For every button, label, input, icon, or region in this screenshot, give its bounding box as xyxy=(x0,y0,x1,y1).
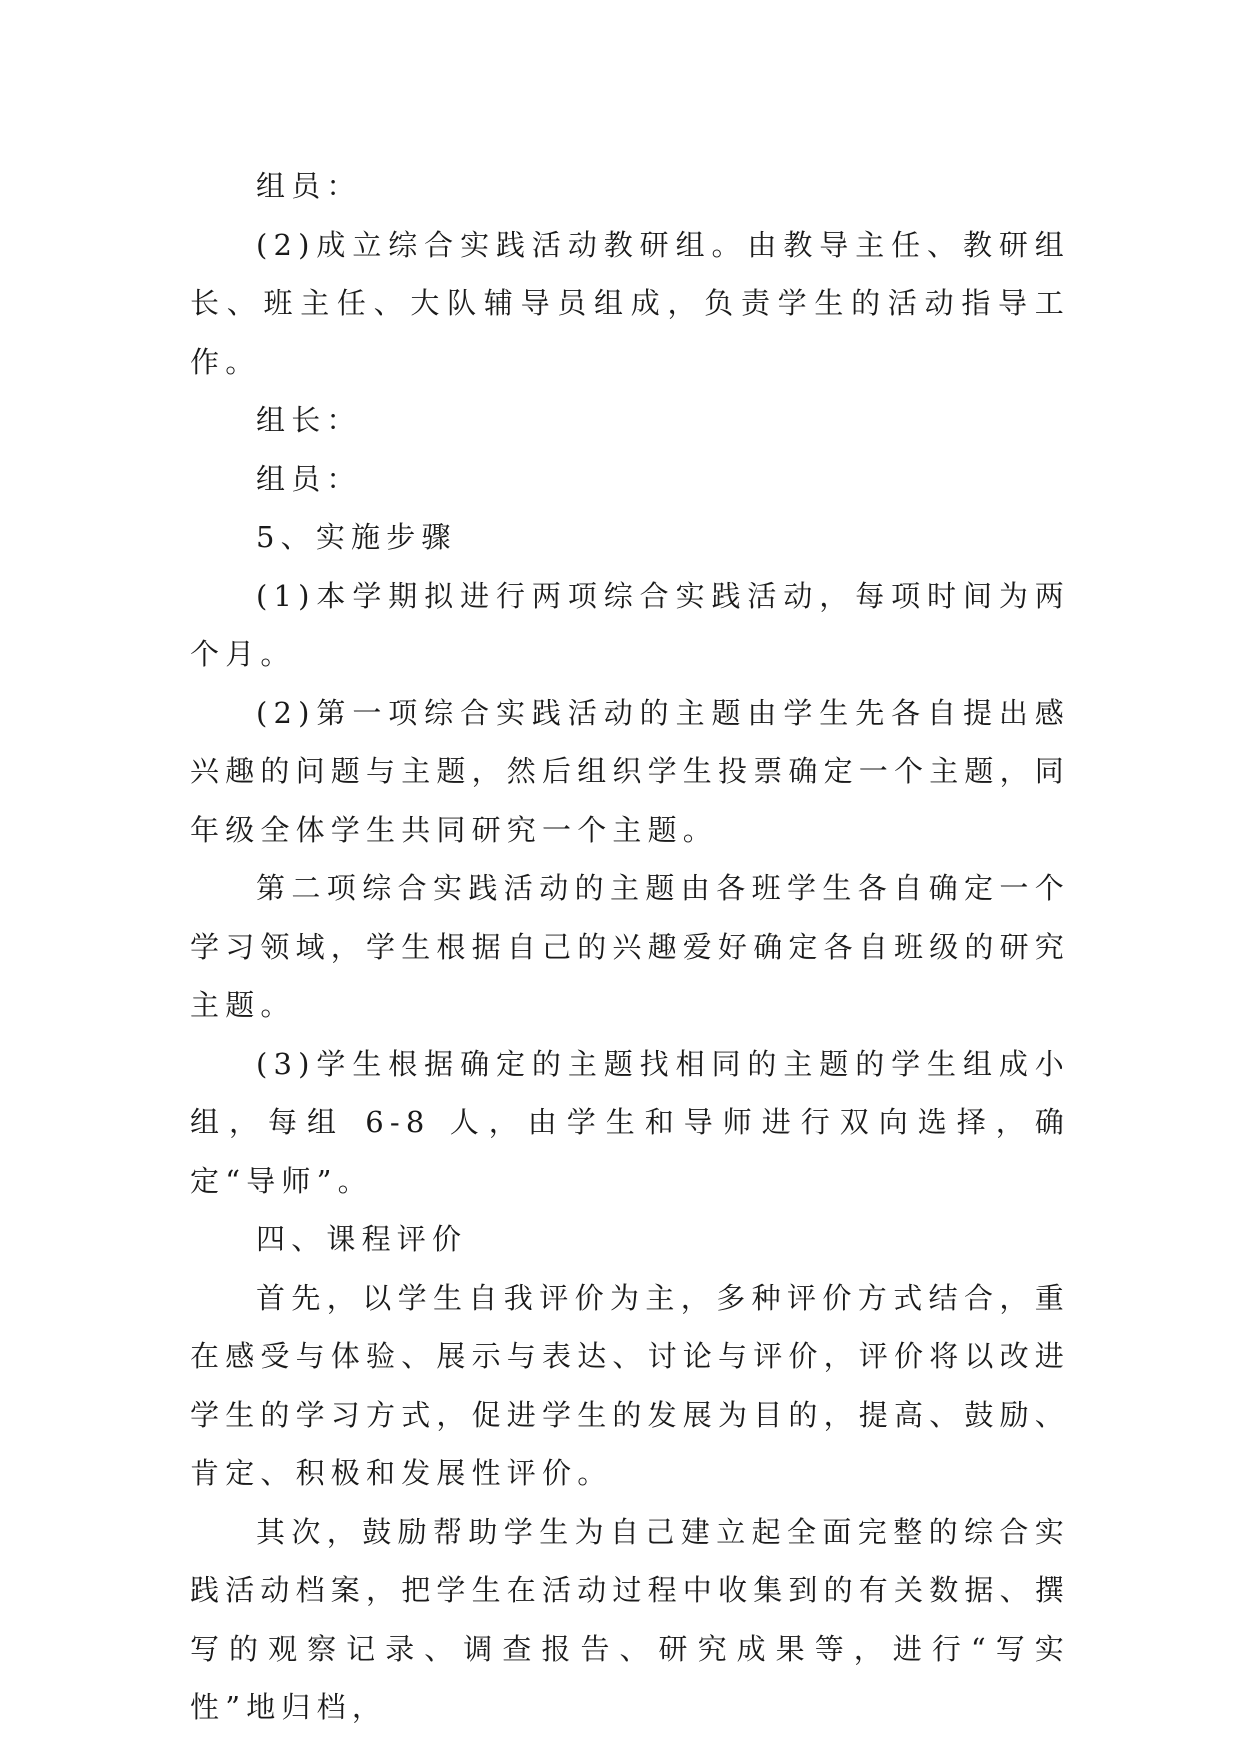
paragraph-second-activity: 第二项综合实践活动的主题由各班学生各自确定一个学习领域，学生根据自己的兴趣爱好确定各自班级的研究主题。 xyxy=(190,871,1071,1022)
paragraph-step-1: (1)本学期拟进行两项综合实践活动，每项时间为两个月。 xyxy=(190,578,1070,671)
paragraph-evaluation-second: 其次，鼓励帮助学生为自己建立起全面完整的综合实践活动档案，把学生在活动过程中收集到的有关数据、撰写的观察记录、调查报告、研究成果等，进行“写实性”地归档， xyxy=(190,1514,1071,1724)
paragraph-group-leader: 组长： xyxy=(256,403,362,437)
section-heading-implementation-steps: 5、实施步骤 xyxy=(256,520,457,554)
paragraph-evaluation-first: 首先，以学生自我评价为主，多种评价方式结合，重在感受与体验、展示与表达、讨论与评价，评价将以改进学生的学习方式，促进学生的发展为目的，提高、鼓励、肯定、积极和发展性评价。 xyxy=(190,1280,1071,1490)
section-heading-course-evaluation: 四、课程评价 xyxy=(256,1222,468,1256)
paragraph-members-2: 组员： xyxy=(256,461,362,496)
paragraph-members-1: 组员： xyxy=(256,169,362,203)
paragraph-step-3: (3)学生根据确定的主题找相同的主题的学生组成小组，每组 6-8 人，由学生和导师进行双向选择，确定“导师”。 xyxy=(190,1046,1070,1198)
paragraph-research-group: (2)成立综合实践活动教研组。由教导主任、教研组长、班主任、大队辅导员组成，负责学生的活动指导工作。 xyxy=(190,227,1070,379)
paragraph-step-2: (2)第一项综合实践活动的主题由学生先各自提出感兴趣的问题与主题，然后组织学生投票确定一个主题，同年级全体学生共同研究一个主题。 xyxy=(190,695,1071,847)
document-body xyxy=(190,157,1070,1737)
